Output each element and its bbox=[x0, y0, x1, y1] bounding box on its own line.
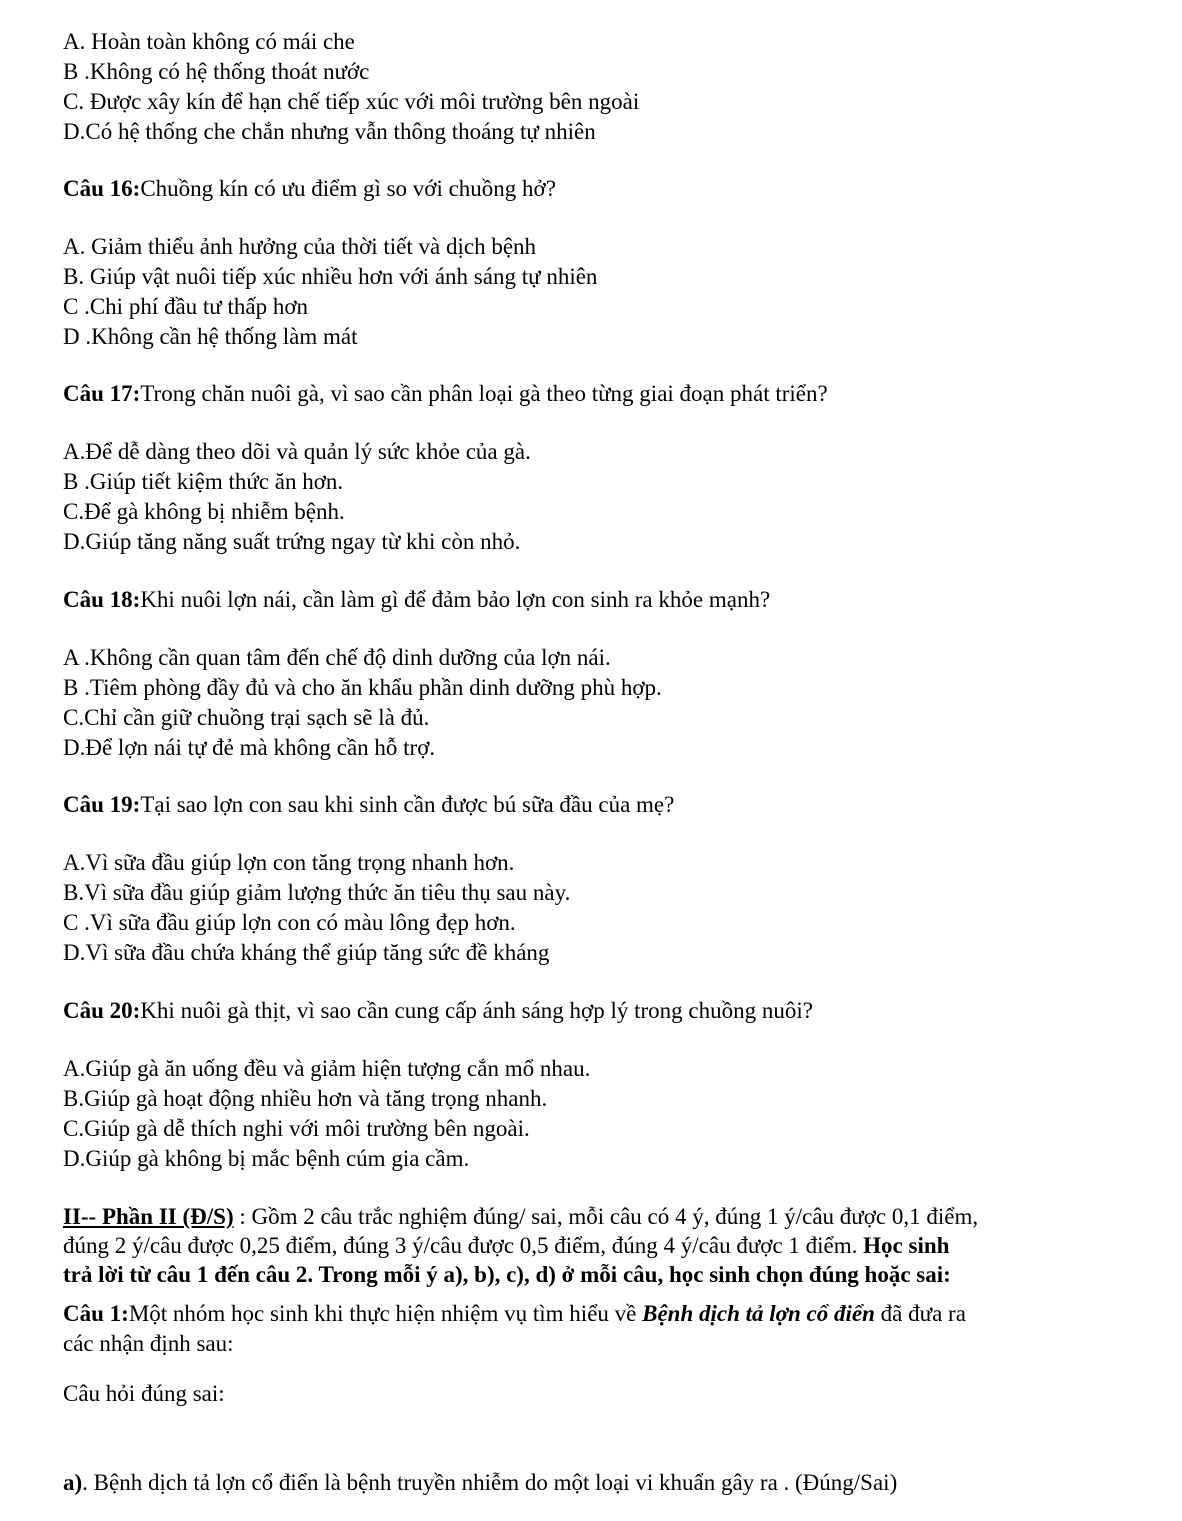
question-text: Khi nuôi lợn nái, cần làm gì để đảm bảo lợn con sinh ra khỏe mạnh? bbox=[140, 587, 771, 612]
q15-option-a: A. Hoàn toàn không có mái che bbox=[63, 29, 355, 54]
true-false-subheading: Câu hỏi đúng sai: bbox=[63, 1381, 225, 1406]
question-20 bbox=[63, 996, 813, 1026]
question-text: Tại sao lợn con sau khi sinh cần được bú sữa đầu của mẹ? bbox=[140, 792, 675, 817]
question-17 bbox=[63, 379, 828, 409]
q17-option-d: D.Giúp tăng năng suất trứng ngay từ khi còn nhỏ. bbox=[63, 529, 521, 554]
q19-option-a: A.Vì sữa đầu giúp lợn con tăng trọng nhanh hơn. bbox=[63, 850, 515, 875]
question-label: Câu 19: bbox=[63, 792, 141, 817]
q17-option-b: B .Giúp tiết kiệm thức ăn hơn. bbox=[63, 469, 344, 494]
q16-option-c: C .Chi phí đầu tư thấp hơn bbox=[63, 294, 309, 319]
q20-option-a: A.Giúp gà ăn uống đều và giảm hiện tượng cắn mổ nhau. bbox=[63, 1056, 591, 1081]
q17-option-a: A.Để dễ dàng theo dõi và quản lý sức khỏe của gà. bbox=[63, 439, 531, 464]
question-16 bbox=[63, 174, 556, 204]
q18-option-a: A .Không cần quan tâm đến chế độ dinh dưỡng của lợn nái. bbox=[63, 645, 611, 670]
question-label: Câu 1: bbox=[63, 1301, 129, 1326]
part2-scoring-text: đúng 2 ý/câu được 0,25 điểm, đúng 3 ý/câu được 0,5 điểm, đúng 4 ý/câu được 1 điểm. bbox=[63, 1233, 864, 1258]
statement-text: . Bệnh dịch tả lợn cổ điển là bệnh truyền nhiễm do một loại vi khuẩn gây ra . (Đúng/Sai) bbox=[82, 1470, 898, 1495]
question-text: Trong chăn nuôi gà, vì sao cần phân loại gà theo từng giai đoạn phát triển? bbox=[140, 381, 828, 406]
question-18 bbox=[63, 585, 770, 615]
part2-instructions-line2 bbox=[63, 1231, 949, 1261]
part2-question-1-line2: các nhận định sau: bbox=[63, 1331, 234, 1356]
part2-instruction-bold: Học sinh bbox=[863, 1233, 950, 1258]
question-text-end: đã đưa ra bbox=[874, 1301, 966, 1326]
q16-option-a: A. Giảm thiểu ảnh hưởng của thời tiết và dịch bệnh bbox=[63, 234, 537, 259]
question-text: Một nhóm học sinh khi thực hiện nhiệm vụ tìm hiểu về bbox=[128, 1301, 643, 1326]
q20-option-b: B.Giúp gà hoạt động nhiều hơn và tăng trọng nhanh. bbox=[63, 1086, 548, 1111]
q17-option-c: C.Để gà không bị nhiễm bệnh. bbox=[63, 499, 345, 524]
q18-option-c: C.Chỉ cần giữ chuồng trại sạch sẽ là đủ. bbox=[63, 705, 430, 730]
q19-option-c: C .Vì sữa đầu giúp lợn con có màu lông đẹp hơn. bbox=[63, 910, 516, 935]
question-label: Câu 16: bbox=[63, 176, 141, 201]
question-label: Câu 18: bbox=[63, 587, 141, 612]
q16-option-b: B. Giúp vật nuôi tiếp xúc nhiều hơn với ánh sáng tự nhiên bbox=[63, 264, 598, 289]
q19-option-d: D.Vì sữa đầu chứa kháng thể giúp tăng sức đề kháng bbox=[63, 940, 550, 965]
q15-option-b: B .Không có hệ thống thoát nước bbox=[63, 59, 370, 84]
question-text: Khi nuôi gà thịt, vì sao cần cung cấp ánh sáng hợp lý trong chuồng nuôi? bbox=[140, 998, 813, 1023]
question-emphasis: Bệnh dịch tả lợn cổ điển bbox=[642, 1301, 875, 1326]
question-label: Câu 20: bbox=[63, 998, 141, 1023]
q16-option-d: D .Không cần hệ thống làm mát bbox=[63, 324, 358, 349]
q18-option-b: B .Tiêm phòng đầy đủ và cho ăn khẩu phần dinh dưỡng phù hợp. bbox=[63, 675, 662, 700]
question-text: Chuồng kín có ưu điểm gì so với chuồng hở? bbox=[140, 176, 556, 201]
q18-option-d: D.Để lợn nái tự đẻ mà không cần hỗ trợ. bbox=[63, 735, 436, 760]
part2-question-1 bbox=[63, 1299, 966, 1329]
statement-a bbox=[63, 1468, 897, 1498]
part2-instructions-line1 bbox=[63, 1202, 978, 1232]
q20-option-c: C.Giúp gà dễ thích nghi với môi trường bên ngoài. bbox=[63, 1116, 530, 1141]
part2-heading: II-- Phần II (Đ/S) bbox=[63, 1204, 234, 1229]
q19-option-b: B.Vì sữa đầu giúp giảm lượng thức ăn tiêu thụ sau này. bbox=[63, 880, 571, 905]
part2-description: : Gồm 2 câu trắc nghiệm đúng/ sai, mỗi câu có 4 ý, đúng 1 ý/câu được 0,1 điểm, bbox=[233, 1204, 979, 1229]
q15-option-c: C. Được xây kín để hạn chế tiếp xúc với môi trường bên ngoài bbox=[63, 89, 640, 114]
question-19 bbox=[63, 790, 674, 820]
q15-option-d: D.Có hệ thống che chắn nhưng vẫn thông thoáng tự nhiên bbox=[63, 119, 596, 144]
statement-label: a) bbox=[63, 1470, 83, 1495]
q20-option-d: D.Giúp gà không bị mắc bệnh cúm gia cầm. bbox=[63, 1146, 470, 1171]
part2-instructions-line3: trả lời từ câu 1 đến câu 2. Trong mỗi ý a), b), c), d) ở mỗi câu, học sinh chọn đúng hoặc sai: bbox=[63, 1262, 951, 1287]
question-label: Câu 17: bbox=[63, 381, 141, 406]
